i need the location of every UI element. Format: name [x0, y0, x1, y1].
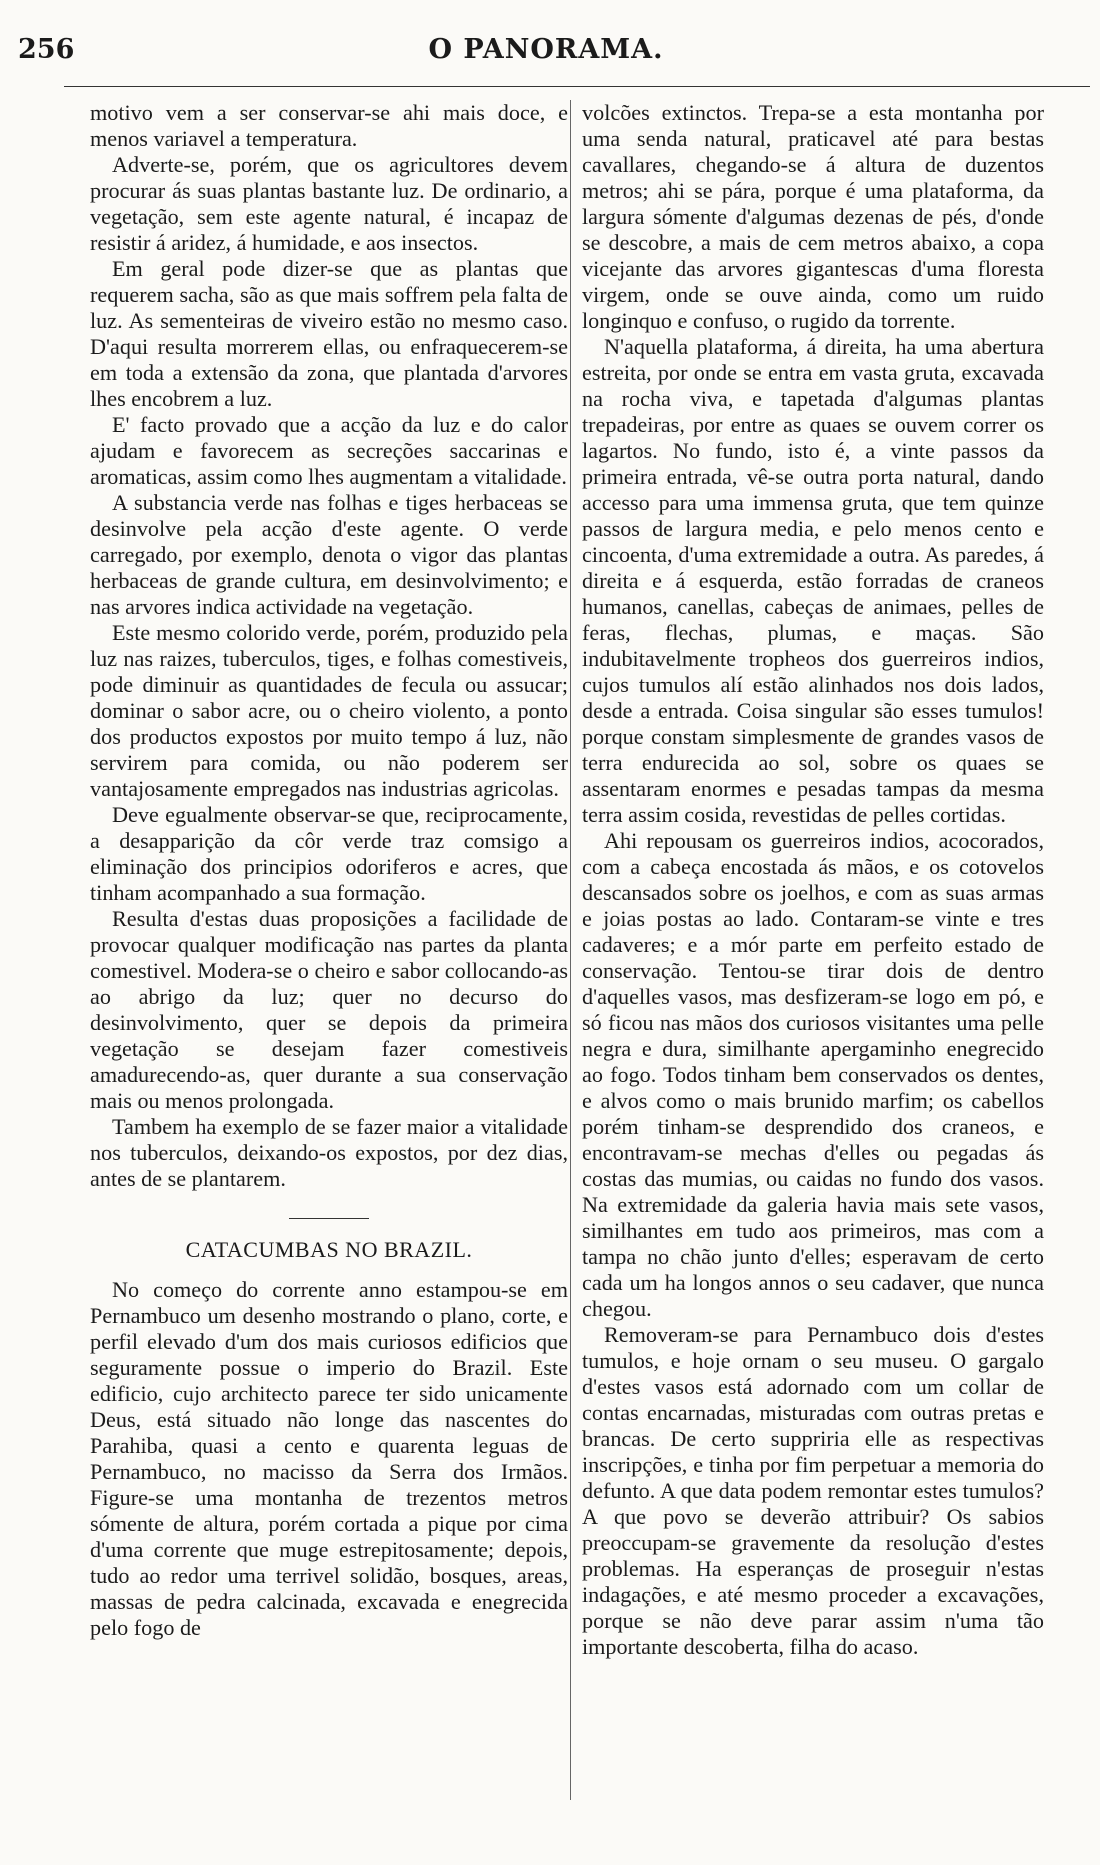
paragraph: E' facto provado que a acção da luz e do calor ajudam e favorecem as secreções saccarinas e aromaticas, assim como lhes augmentam a vitalidade. — [90, 412, 568, 489]
right-column — [582, 100, 1044, 1660]
paragraph: Adverte-se, porém, que os agricultores devem procurar ás suas plantas bastante luz. De ordinario, a vegetação, sem este agente natural, é incapaz de resistir á aridez, á humidade, e aos insectos. — [90, 152, 568, 255]
section-rule — [289, 1218, 369, 1219]
paragraph: Removeram-se para Pernambuco dois d'estes tumulos, e hoje ornam o seu museu. O gargalo d'estes vasos está adornado com um collar de contas encarnadas, misturadas com outras pretas e brancas. De certo suppriria elle as respectivas inscripções, e tinha por fim perpetuar a memoria do defunto. A que data podem remontar estes tumulos? A que povo se deverão attribuir? Os sabios preoccupam-se gravemente da resolução d'estes problemas. Ha esperanças de proseguir n'estas indagações, e até mesmo proceder a excavações, porque se não deve parar assim n'uma tão importante descoberta, filha do acaso. — [582, 1322, 1044, 1659]
column-divider — [570, 100, 571, 1800]
paragraph: Deve egualmente observar-se que, reciprocamente, a desapparição da côr verde traz comsigo a eliminação dos principios odoriferos e acres, que tinham acompanhado a sua formação. — [90, 802, 568, 905]
paragraph: Em geral pode dizer-se que as plantas que requerem sacha, são as que mais soffrem pela falta de luz. As sementeiras de viveiro estão no mesmo caso. D'aqui resulta morrerem ellas, ou enfraquecerem-se em toda a extensão da zona, que plantada d'arvores lhes encobrem a luz. — [90, 256, 568, 411]
paragraph: Resulta d'estas duas proposições a facilidade de provocar qualquer modificação nas partes da planta comestivel. Modera-se o cheiro e sabor collocando-as ao abrigo da luz; quer no decurso do desinvolvimento, quer se depois da primeira vegetação se desejam fazer comestiveis amadurecendo-as, quer durante a sua conservação mais ou menos prolongada. — [90, 906, 568, 1113]
paragraph: Este mesmo colorido verde, porém, produzido pela luz nas raizes, tuberculos, tiges, e folhas comestiveis, pode diminuir as quantidades de fecula ou assucar; dominar o sabor acre, ou o cheiro violento, a ponto dos productos expostos por muito tempo á luz, não servirem para comida, ou não poderem ser vantajosamente empregados nas industrias agricolas. — [90, 620, 568, 801]
paragraph: Tambem ha exemplo de se fazer maior a vitalidade nos tuberculos, deixando-os expostos, por dez dias, antes de se plantarem. — [90, 1114, 568, 1191]
page-number: 256 — [18, 34, 75, 65]
left-column — [90, 100, 568, 1641]
section-title: CATACUMBAS NO BRAZIL. — [185, 1237, 473, 1262]
journal-title: O PANORAMA. — [428, 34, 664, 65]
paragraph: N'aquella plataforma, á direita, ha uma abertura estreita, por onde se entra em vasta gruta, excavada na rocha viva, e tapetada d'algumas plantas trepadeiras, por entre as quaes se ouvem correr os lagartos. No fundo, isto é, a vinte passos da primeira entrada, vê-se outra porta natural, dando accesso para uma immensa gruta, que tem quinze passos de largura media, e pelo menos cento e cincoenta, d'uma extremidade a outra. As paredes, á direita e á esquerda, estão forradas de craneos humanos, canellas, cabeças de animaes, pelles de feras, flechas, plumas, e maças. São indubitavelmente tropheos dos guerreiros indios, cujos tumulos alí estão alinhados nos dois lados, desde a entrada. Coisa singular são esses tumulos! porque constam simplesmente de grandes vasos de terra endurecida ao sol, sobre os quaes se assentaram enormes e pesadas tampas da mesma terra assim cosida, revestidas de pelles cortidas. — [582, 334, 1044, 827]
paragraph: motivo vem a ser conservar-se ahi mais doce, e menos variavel a temperatura. — [90, 100, 568, 151]
header-rule — [64, 86, 1090, 87]
paragraph: No começo do corrente anno estampou-se em Pernambuco um desenho mostrando o plano, corte, e perfil elevado d'um dos mais curiosos edificios que seguramente possue o imperio do Brazil. Este edificio, cujo architecto parece ter sido unicamente Deus, está situado não longe das nascentes do Parahiba, quasi a cento e quarenta leguas de Pernambuco, no macisso da Serra dos Irmãos. Figure-se uma montanha de trezentos metros sómente de altura, porém cortada a pique por cima d'uma corrente que muge estrepitosamente; depois, tudo ao redor uma terrivel solidão, bosques, areas, massas de pedra calcinada, excavada e enegrecida pelo fogo de — [90, 1277, 568, 1640]
paragraph: volcões extinctos. Trepa-se a esta montanha por uma senda natural, praticavel até para bestas cavallares, chegando-se á altura de duzentos metros; ahi se pára, porque é uma plataforma, da largura sómente d'algumas dezenas de pés, d'onde se descobre, a mais de cem metros abaixo, a copa vicejante das arvores gigantescas d'uma floresta virgem, onde se ouve ainda, como um ruido longinquo e confuso, o rugido da torrente. — [582, 100, 1044, 333]
paragraph: Ahi repousam os guerreiros indios, acocorados, com a cabeça encostada ás mãos, e os cotovelos descansados sobre os joelhos, e com as suas armas e joias postas ao lado. Contaram-se vinte e tres cadaveres; e a mór parte em perfeito estado de conservação. Tentou-se tirar dois de dentro d'aquelles vasos, mas desfizeram-se logo em pó, e só ficou nas mãos dos curiosos visitantes uma pelle negra e dura, similhante apergaminho enegrecido ao fogo. Todos tinham bem conservados os dentes, e alvos como o mais brunido marfim; os cabellos porém tinham-se desprendido dos craneos, e encontravam-se mechas d'elles ou pegadas ás costas das mumias, ou caidas no fundo dos vasos. Na extremidade da galeria havia mais sete vasos, similhantes em tudo aos primeiros, mas com a tampa no chão junto d'elles; esperavam de certo cada um ha longos annos o seu cadaver, que nunca chegou. — [582, 828, 1044, 1321]
paragraph: A substancia verde nas folhas e tiges herbaceas se desinvolve pela acção d'este agente. O verde carregado, por exemplo, denota o vigor das plantas herbaceas de grande cultura, em desinvolvimento; e nas arvores indica actividade na vegetação. — [90, 490, 568, 619]
page-header — [18, 28, 1074, 72]
